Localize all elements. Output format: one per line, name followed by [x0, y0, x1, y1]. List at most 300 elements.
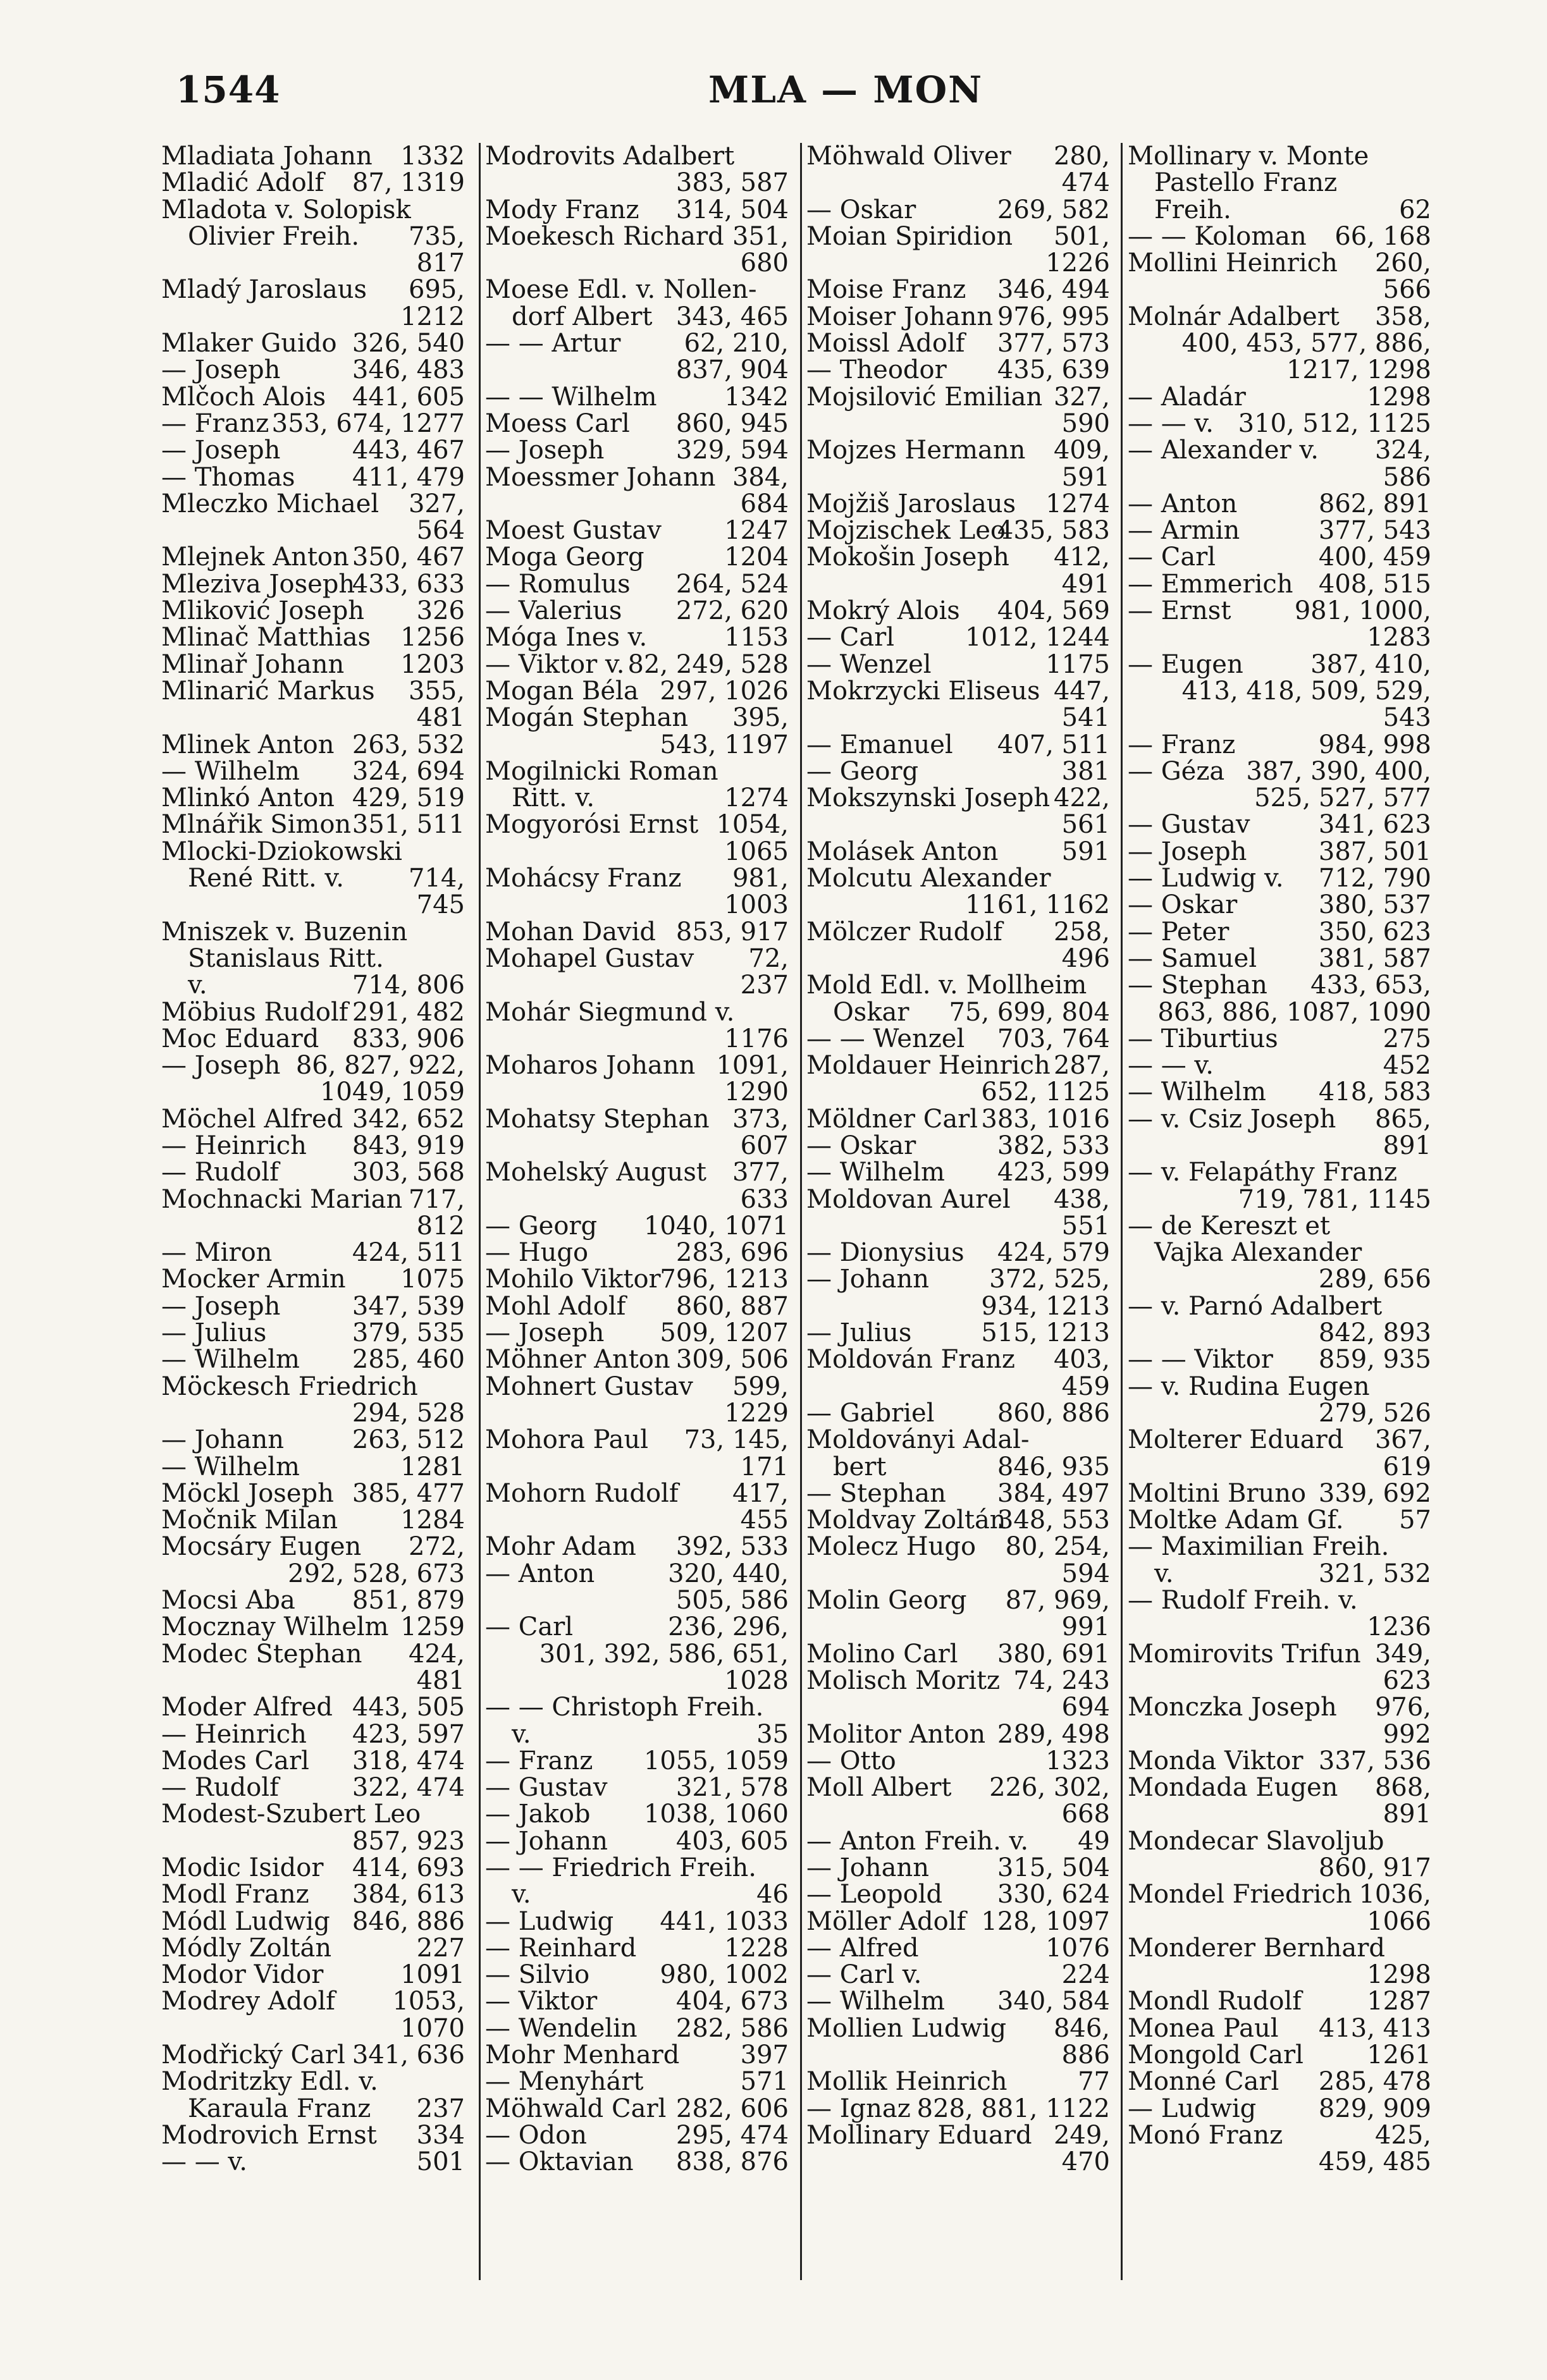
entry-page-numbers: 297, 1026 [660, 676, 789, 706]
page-number: 1544 [176, 68, 281, 111]
entry-name: Mogán Stephan [485, 703, 689, 733]
entry-page-numbers-continued: 619 [1383, 1452, 1431, 1481]
entry-page-numbers: 1342 [724, 382, 789, 412]
index-entry-line [806, 1908, 1110, 1935]
entry-name: Modrey Adolf [161, 1987, 335, 2016]
entry-name: — Leopold [806, 1880, 943, 1910]
index-entry [161, 678, 465, 732]
entry-page-numbers: 981, [732, 864, 789, 893]
entry-name: Mladić Adolf [161, 168, 324, 198]
entry-page-numbers: 321, 532 [1318, 1559, 1431, 1588]
entry-page-numbers: 515, 1213 [981, 1318, 1110, 1348]
entry-name: Módl Ludwig [161, 1906, 330, 1936]
entry-page-numbers: 424, [408, 1639, 465, 1669]
index-entry-line [1128, 1828, 1431, 1855]
entry-page-numbers: 269, 582 [997, 195, 1110, 224]
entry-name: — Franz [1128, 730, 1236, 759]
index-entry [1128, 1935, 1431, 1989]
entry-name: — Oskar [1128, 890, 1238, 920]
index-entry [161, 384, 465, 410]
index-entry-line [1128, 2068, 1431, 2095]
entry-page-numbers: 423, 599 [997, 1158, 1110, 1187]
entry-name: — Gustav [485, 1773, 608, 1803]
index-entry [1128, 2095, 1431, 2122]
index-entry [1128, 384, 1431, 410]
index-entry-line [806, 972, 1110, 998]
index-entry [1128, 1213, 1431, 1239]
index-entry-line [485, 437, 789, 463]
index-entry-line [161, 1694, 465, 1721]
index-entry-line [485, 1801, 789, 1827]
index-entry [485, 223, 789, 277]
entry-name: Mocsi Aba [161, 1586, 295, 1616]
entry-page-numbers: 407, 511 [997, 730, 1110, 759]
index-entry-line [806, 1641, 1110, 1667]
index-entry [806, 2122, 1110, 2176]
index-entry [485, 1667, 789, 1694]
entry-name: — Wilhelm [161, 1345, 300, 1375]
index-entry [1128, 1079, 1431, 1105]
entry-page-numbers: 441, 605 [352, 382, 465, 412]
index-entry [161, 758, 465, 785]
entry-name: Mohora Paul [485, 1425, 649, 1455]
index-entry [1128, 544, 1431, 570]
entry-page-numbers: 408, 515 [1318, 569, 1431, 599]
index-entry-line [1128, 945, 1431, 972]
entry-page-numbers-continued: 891 [1383, 1800, 1431, 1829]
index-entry-line [806, 1828, 1110, 1855]
entry-name: Mojžiš Jaroslaus [806, 489, 1016, 518]
entry-name: — Wilhelm [806, 1987, 945, 2016]
index-entry [1128, 1346, 1431, 1373]
entry-name: Moise Franz [806, 275, 966, 305]
entry-page-numbers: 838, 876 [675, 2147, 789, 2177]
entry-name: Molisch Moritz [806, 1665, 1001, 1695]
entry-name: — Silvio [485, 1960, 590, 1990]
index-entry [1128, 1881, 1431, 1935]
index-entry [485, 1213, 789, 1239]
index-entry [161, 1480, 465, 1507]
index-entry [485, 1320, 789, 1346]
entry-name: Monea Paul [1128, 2013, 1279, 2043]
index-entry-line [1128, 197, 1431, 223]
index-entry [161, 1801, 465, 1855]
entry-name: — Oskar [806, 195, 916, 224]
index-entry [161, 945, 465, 972]
entry-page-numbers-continued: 1226 [1045, 248, 1110, 278]
index-entry-line [806, 758, 1110, 785]
entry-page-numbers: 571 [740, 2067, 789, 2097]
index-entry [161, 1373, 465, 1427]
index-entry-line [806, 1266, 1110, 1292]
entry-page-numbers: 282, 586 [675, 2013, 789, 2043]
index-entry-line [161, 2068, 465, 2095]
entry-name: — v. Felapáthy Franz [1128, 1158, 1398, 1187]
entry-page-numbers: 339, 692 [1318, 1478, 1431, 1508]
index-entry-line [1128, 250, 1431, 276]
entry-name: — — v. [1128, 408, 1214, 438]
index-entry [485, 598, 789, 624]
index-entry [1128, 838, 1431, 865]
index-entry [485, 384, 789, 410]
index-entry-line [161, 1988, 465, 2015]
index-entry-line [161, 651, 465, 678]
entry-name: — Wilhelm [806, 1158, 945, 1187]
index-entry-line [1128, 2015, 1431, 2042]
index-entry-line [806, 1855, 1110, 1881]
index-entry-line [1128, 2095, 1431, 2122]
index-entry-line [806, 1106, 1110, 1132]
index-entry [806, 357, 1110, 383]
index-entry [161, 1507, 465, 1533]
index-entry-line [806, 785, 1110, 811]
index-entry-line [485, 1159, 789, 1186]
entry-name: Mongold Carl [1128, 2040, 1304, 2070]
entry-name: Möhwald Oliver [806, 142, 1011, 171]
entry-name: — Joseph [485, 1318, 605, 1348]
index-entry-line [1128, 811, 1431, 838]
entry-name: Moian Spiridion [806, 221, 1013, 251]
index-entry-line [806, 1052, 1110, 1079]
index-entry-line [806, 732, 1110, 758]
index-column-4 [1128, 143, 1431, 2280]
index-entry [161, 223, 465, 277]
index-entry-line [161, 2095, 465, 2122]
index-entry [161, 143, 465, 169]
index-entry [806, 1935, 1110, 1961]
index-entry [806, 999, 1110, 1026]
index-entry-line [1128, 1533, 1431, 1560]
entry-page-numbers-continued: 1066 [1367, 1906, 1431, 1936]
entry-page-numbers-continued: 237 [740, 971, 789, 1000]
index-entry [1128, 491, 1431, 517]
index-entry-line [1128, 1881, 1431, 1908]
index-entry-line [161, 972, 465, 998]
entry-page-numbers: 283, 696 [675, 1238, 789, 1268]
index-entry [161, 1587, 465, 1614]
entry-name: — Oktavian [485, 2147, 634, 2177]
entry-page-numbers: 395, [732, 703, 789, 733]
entry-name: — Rudolf Freih. v. [1128, 1586, 1358, 1616]
entry-page-numbers: 314, 504 [675, 195, 789, 224]
entry-page-numbers-continued: 1028 [724, 1665, 789, 1695]
index-entry [806, 2015, 1110, 2069]
entry-page-numbers-continued: 496 [1061, 943, 1110, 973]
index-entry [485, 1774, 789, 1801]
entry-name: Moessmer Johann [485, 462, 716, 492]
index-entry [161, 2042, 465, 2068]
index-entry [806, 304, 1110, 330]
index-entry [1128, 2015, 1431, 2042]
index-entry-line [1128, 169, 1431, 196]
index-entry-line [485, 384, 789, 410]
entry-page-numbers-continued: 289, 656 [1318, 1265, 1431, 1294]
index-entry-line [806, 678, 1110, 704]
entry-name: Molitor Anton [806, 1719, 986, 1749]
index-column-1 [161, 143, 465, 2280]
entry-page-numbers: 1274 [1045, 489, 1110, 518]
entry-name: — Carl [485, 1612, 574, 1642]
index-entry [1128, 732, 1431, 758]
index-entry-line [806, 1454, 1110, 1480]
index-entry [485, 2068, 789, 2095]
entry-name: — Wendelin [485, 2013, 638, 2043]
index-entry [1128, 223, 1431, 250]
index-entry-line [485, 544, 789, 570]
index-entry [1128, 865, 1431, 892]
index-entry-line [485, 197, 789, 223]
index-entry-line [161, 1641, 465, 1667]
index-entry [806, 1855, 1110, 1881]
index-entry-line [1128, 571, 1431, 598]
entry-page-numbers: 599, [732, 1371, 789, 1401]
entry-name: Mohr Menhard [485, 2040, 680, 2070]
entry-page-numbers-continued: 566 [1383, 275, 1431, 305]
index-entry [485, 758, 789, 785]
entry-page-numbers: 1153 [724, 623, 789, 653]
entry-page-numbers: 404, 673 [675, 1987, 789, 2016]
entry-page-numbers-continued: 543 [1383, 703, 1431, 733]
entry-page-numbers: 224 [1061, 1960, 1110, 1990]
entry-name: — Ignaz [806, 2094, 911, 2123]
entry-page-numbers: 287, [1053, 1051, 1110, 1081]
entry-name: — Menyhárt [485, 2067, 644, 2097]
index-entry [806, 678, 1110, 732]
index-entry [806, 758, 1110, 785]
index-entry [806, 1186, 1110, 1240]
index-entry-line [161, 1801, 465, 1827]
entry-name: — Ludwig [1128, 2094, 1257, 2123]
index-entry [1128, 1106, 1431, 1160]
index-entry-line [1128, 1293, 1431, 1320]
entry-name: v. [188, 971, 207, 1000]
entry-name: — Tiburtius [1128, 1024, 1278, 1053]
index-entry [485, 704, 789, 758]
entry-page-numbers: 57 [1399, 1506, 1431, 1535]
entry-page-numbers-continued: 491 [1061, 569, 1110, 599]
index-entry [1128, 1828, 1431, 1882]
entry-page-numbers: 397 [740, 2040, 789, 2070]
index-entry [1128, 919, 1431, 945]
index-entry [1128, 1561, 1431, 1587]
index-entry [1128, 1159, 1431, 1213]
index-entry [806, 1052, 1110, 1106]
index-entry-line [485, 1828, 789, 1855]
index-entry [806, 1132, 1110, 1159]
index-column-3 [806, 143, 1110, 2280]
entry-page-numbers-continued: 459, 485 [1318, 2147, 1431, 2177]
entry-page-numbers: 1247 [724, 516, 789, 546]
index-entry-line [485, 1239, 789, 1266]
entry-page-numbers: 1323 [1045, 1746, 1110, 1776]
entry-name: — Georg [806, 756, 919, 786]
entry-page-numbers: 1091 [400, 1960, 465, 1990]
index-entry-line [485, 1935, 789, 1961]
entry-name: Stanislaus Ritt. [188, 943, 384, 973]
index-entry [1128, 304, 1431, 357]
index-entry-line [485, 2149, 789, 2175]
index-entry-line [161, 1881, 465, 1908]
index-entry-line [485, 2095, 789, 2122]
entry-name: — Gabriel [806, 1398, 935, 1428]
entry-name: Módly Zoltán [161, 1933, 332, 1963]
index-entry [806, 598, 1110, 624]
index-entry [485, 1052, 789, 1106]
entry-page-numbers: 337, 536 [1318, 1746, 1431, 1776]
entry-name: — v. Parnó Adalbert [1128, 1291, 1383, 1321]
entry-page-numbers: 418, 583 [1318, 1077, 1431, 1107]
index-entry [806, 1507, 1110, 1533]
index-entry [806, 1721, 1110, 1748]
index-entry [1128, 169, 1431, 196]
entry-name: v. [1154, 1559, 1174, 1588]
entry-name: Moiser Johann [806, 302, 994, 331]
index-entry-line [806, 1721, 1110, 1748]
entry-page-numbers: 387, 390, 400, [1246, 756, 1431, 786]
entry-page-numbers-continued: 719, 781, 1145 [1238, 1184, 1431, 1214]
entry-name: Moest Gustav [485, 516, 662, 546]
index-entry-line [161, 410, 465, 437]
index-entry-line [161, 1320, 465, 1346]
entry-page-numbers: 846, 935 [997, 1452, 1110, 1481]
index-entry-line [806, 651, 1110, 678]
index-entry-line [806, 1881, 1110, 1908]
entry-page-numbers: 1091, [716, 1051, 789, 1081]
entry-name: Molino Carl [806, 1639, 958, 1669]
entry-name: Moldovan Aurel [806, 1184, 1011, 1214]
entry-page-numbers: 377, [732, 1158, 789, 1187]
index-entry-line [1128, 838, 1431, 865]
entry-page-numbers: 384, [732, 462, 789, 492]
entry-name: Mody Franz [485, 195, 639, 224]
entry-name: Mohácsy Franz [485, 864, 682, 893]
entry-name: Mollini Heinrich [1128, 248, 1338, 278]
entry-page-numbers-continued: 1049, 1059 [319, 1077, 465, 1107]
index-entry [161, 464, 465, 491]
entry-page-numbers-continued: 1283 [1367, 623, 1431, 653]
index-entry [161, 1454, 465, 1480]
index-entry [485, 2095, 789, 2122]
entry-name: — Géza [1128, 756, 1225, 786]
index-entry [806, 1106, 1110, 1132]
index-entry-line [1128, 143, 1431, 169]
entry-name: Mleczko Michael [161, 489, 379, 518]
index-entry-line [1128, 1587, 1431, 1614]
index-entry-line [161, 2042, 465, 2068]
entry-name: Mliković Joseph [161, 596, 365, 626]
index-entry-line [1128, 1988, 1431, 2015]
entry-name: Vajka Alexander [1154, 1238, 1362, 1268]
index-entry-line [1128, 1239, 1431, 1266]
entry-name: Oskar [833, 997, 909, 1027]
entry-page-numbers-continued: 481 [416, 1665, 465, 1695]
entry-name: Molnár Adalbert [1128, 302, 1340, 331]
entry-page-numbers-continued: 837, 904 [675, 355, 789, 385]
entry-name: — Oskar [806, 1131, 916, 1160]
index-entry [161, 1721, 465, 1748]
index-entry-line [806, 624, 1110, 651]
index-entry-line [485, 651, 789, 678]
index-entry-line [806, 2068, 1110, 2095]
entry-page-numbers-continued: 470 [1061, 2147, 1110, 2177]
index-entry [806, 1533, 1110, 1587]
index-entry [1128, 1507, 1431, 1533]
entry-name: Modes Carl [161, 1746, 309, 1776]
index-entry [1128, 1052, 1431, 1079]
index-entry [1128, 1587, 1431, 1641]
entry-name: Monderer Bernhard [1128, 1933, 1385, 1963]
entry-name: — Joseph [161, 436, 281, 465]
index-entry-line [485, 276, 789, 303]
index-entry [806, 1346, 1110, 1400]
entry-page-numbers-continued: 551 [1061, 1211, 1110, 1241]
index-entry-line [1128, 1694, 1431, 1721]
index-entry-line [161, 1239, 465, 1266]
index-entry-line [161, 838, 465, 865]
index-entry-line [161, 1748, 465, 1774]
entry-name: — Julius [161, 1318, 267, 1348]
index-entry [806, 838, 1110, 865]
index-entry [161, 2122, 465, 2149]
index-entry [161, 197, 465, 223]
entry-page-numbers: 264, 524 [675, 569, 789, 599]
index-entry [485, 2122, 789, 2149]
entry-name: — Franz [485, 1746, 593, 1776]
entry-page-numbers: 853, 917 [675, 917, 789, 947]
entry-name: — Wilhelm [161, 756, 300, 786]
entry-page-numbers: 1012, 1244 [965, 623, 1110, 653]
index-entry-line [806, 1426, 1110, 1453]
index-entry-line [485, 865, 789, 892]
entry-page-numbers-continued: 561 [1061, 810, 1110, 840]
entry-page-numbers: 282, 606 [675, 2094, 789, 2123]
index-entry [485, 811, 789, 865]
index-entry-line [485, 1721, 789, 1748]
index-entry-line [485, 919, 789, 945]
entry-page-numbers: 414, 693 [352, 1853, 465, 1882]
entry-page-numbers-continued: 459 [1061, 1371, 1110, 1401]
entry-name: bert [833, 1452, 887, 1481]
entry-page-numbers: 384, 613 [352, 1880, 465, 1910]
index-entry [1128, 2122, 1431, 2176]
index-entry-line [485, 1373, 789, 1400]
entry-page-numbers-continued: 680 [740, 248, 789, 278]
entry-page-numbers: 380, 691 [997, 1639, 1110, 1669]
entry-name: Mokošin Joseph [806, 543, 1009, 572]
index-entry-line [1128, 1346, 1431, 1373]
index-entry [806, 1988, 1110, 2015]
entry-page-numbers: 865, [1374, 1104, 1431, 1134]
index-entry-line [161, 276, 465, 303]
entry-page-numbers: 272, [408, 1532, 465, 1562]
entry-page-numbers-continued: 1003 [724, 890, 789, 920]
index-entry-line [806, 491, 1110, 517]
index-entry [806, 1667, 1110, 1721]
index-entry-line [1128, 410, 1431, 437]
index-entry-line [161, 732, 465, 758]
entry-name: Moll Albert [806, 1773, 952, 1803]
entry-name: Mlinař Johann [161, 649, 345, 679]
index-entry-line [806, 2122, 1110, 2149]
entry-page-numbers-continued: 842, 893 [1318, 1318, 1431, 1348]
index-entry [1128, 892, 1431, 918]
entry-name: Moder Alfred [161, 1693, 333, 1722]
entry-name: Modor Vidor [161, 1960, 324, 1990]
entry-name: — Thomas [161, 462, 295, 492]
entry-name: — Anton [485, 1559, 595, 1588]
entry-page-numbers-continued: 1298 [1367, 1960, 1431, 1990]
index-entry-line [485, 1774, 789, 1801]
